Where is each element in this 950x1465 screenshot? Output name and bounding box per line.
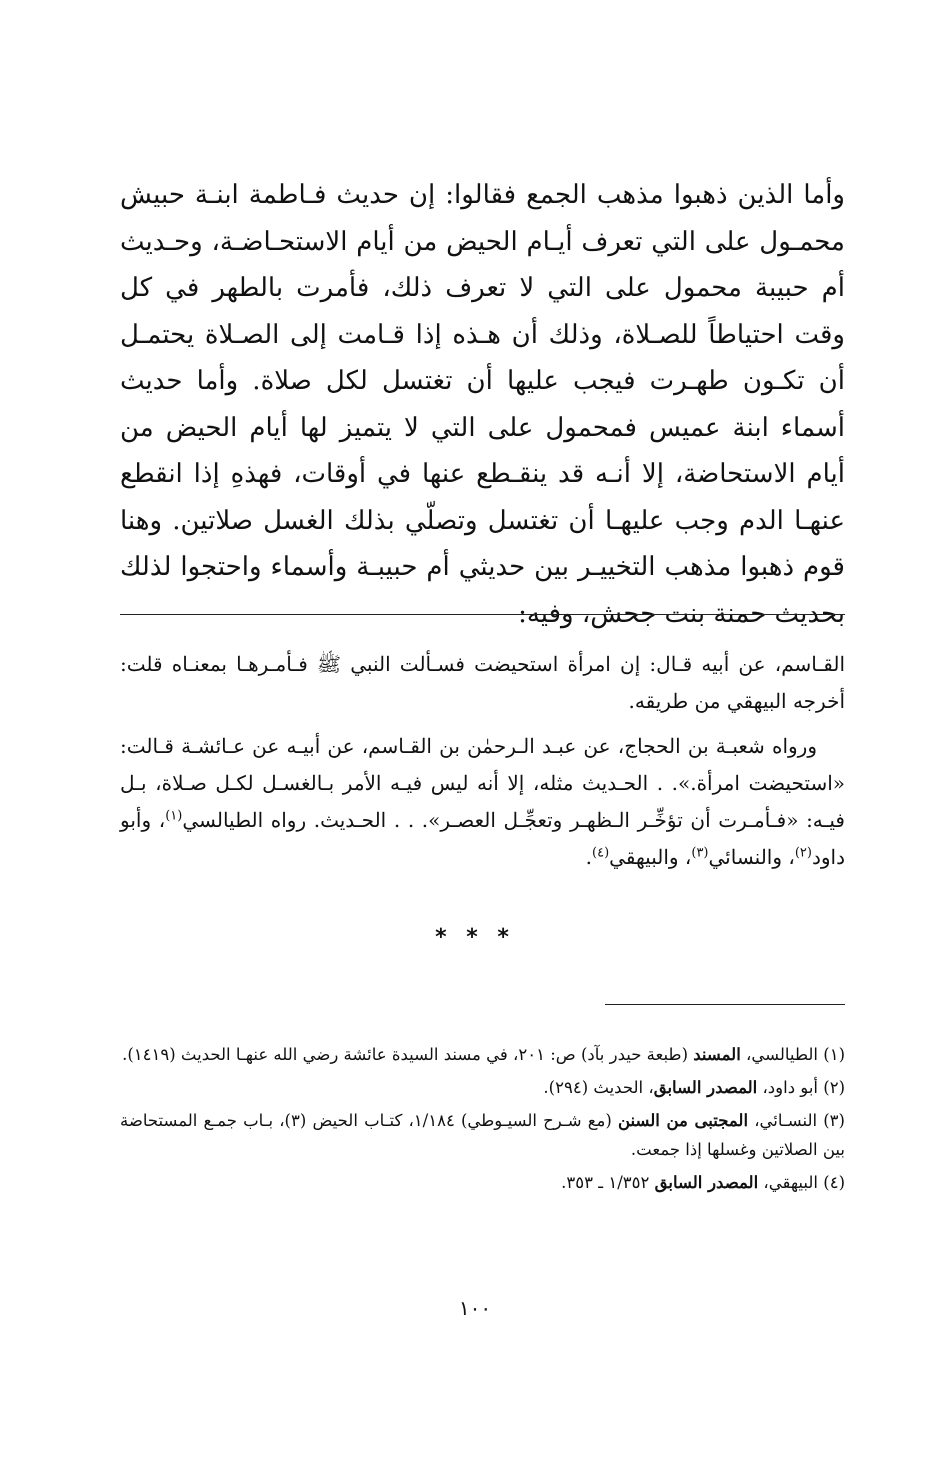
footnote-ref-2: (٢) — [794, 845, 812, 861]
main-text — [120, 172, 845, 637]
ref-separator-3: ، والبيهقي — [609, 845, 692, 869]
text-separator-rule — [120, 614, 845, 615]
footnote-rule — [605, 1004, 845, 1005]
footnote-3-post: (مع شـرح السيـوطي) ١/١٨٤، كتـاب الحيض (٣)، بـاب جمـع المستحاضة بين الصلاتين وغسلها إذا جمعت. — [120, 1111, 845, 1159]
footnote-ref-4: (٤) — [592, 845, 610, 861]
footnote-ref-3: (٣) — [691, 845, 709, 861]
footnote-1 — [120, 1040, 845, 1069]
main-paragraph: وأما الذين ذهبوا مذهب الجمع فقالوا: إن حديث فـاطمة ابنـة حبيش محمـول على التي تعرف أيـام الحيض من أيام الاستحـاضـة، وحـديث أم حبيبة محمول على التي لا تعرف ذلك، فأمرت بالطهر في كل وقت احتياطاً للصـلاة، وذلك أن هـذه إذا قـامت إلى الصـلاة يحتمـل أن تكـون طهـرت فيجب عليها أن تغتسل لكل صلاة. وأما حديث أسماء ابنة عميس فمحمول على التي لا يتميز لها أيام الحيض من أيام الاستحاضة، إلا أنـه قد ينقـطع عنها في أوقات، فهذهِ إذا انقطع عنهـا الدم وجب عليهـا أن تغتسل وتصلّي بذلك الغسل صلاتين. وهنا قوم ذهبوا مذهب التخييـر بين حديثي أم حبيبـة وأسماء واحتجوا لذلك بحديث حمنة بنت جحش، وفيه: — [120, 180, 845, 629]
note-paragraph-1: القـاسم، عن أبيه قـال: إن امرأة استحيضت فسـألت النبي ﷺ فـأمـرهـا بمعنـاه قلت: أخرجه البيهقي من طريقه. — [120, 652, 845, 713]
note-paragraph-2 — [120, 728, 845, 876]
footnote-2 — [120, 1073, 845, 1102]
note-paragraph-2-text: ورواه شعبـة بن الحجاج، عن عبـد الـرحمٰن بن القـاسم، عن أبيـه عن عـائشـة قـالت: «استحيضت امرأة.». . الحـديث مثله، إلا أنه ليس فيـه الأمر بـالغسـل لكـل صـلاة، بـل فيـه: «فـأمـرت أن تؤخِّـر الـظهـر وتعجِّـل العصـر». . . الحـديث. رواه الطيالسي — [120, 734, 845, 832]
footnote-4-pre: (٤) البيهقي، — [758, 1173, 845, 1192]
ref-separator-1: ، وأبو داود — [120, 808, 845, 869]
footnote-3 — [120, 1106, 845, 1164]
footnote-2-pre: (٢) أبو داود، — [757, 1078, 845, 1097]
footnote-4 — [120, 1168, 845, 1197]
quoted-notes-block — [120, 646, 845, 884]
ref-separator-2: ، والنسائي — [708, 845, 795, 869]
footnote-1-pre: (١) الطيالسي، — [740, 1045, 845, 1064]
footnote-1-title: المسند — [693, 1045, 741, 1064]
footnote-2-post: ، الحديث (٢٩٤). — [543, 1078, 654, 1097]
footnote-3-title: المجتبى من السنن — [617, 1111, 749, 1130]
footnote-3-pre: (٣) النسـائي، — [748, 1111, 845, 1130]
footnote-2-title: المصدر السابق — [653, 1078, 758, 1097]
section-stars: * * * — [435, 925, 515, 950]
footnote-1-post: (طبعة حيدر بآد) ص: ٢٠١، في مسند السيدة عائشة رضي الله عنهـا الحديث (١٤١٩). — [122, 1045, 694, 1064]
footnote-4-post: ١/٣٥٢ ـ ٣٥٣. — [561, 1173, 655, 1192]
paragraph-end: . — [585, 845, 593, 869]
footnotes — [120, 1040, 845, 1201]
footnote-ref-1: (١) — [165, 808, 183, 824]
page-number: ١٠٠ — [458, 1296, 492, 1320]
footnote-4-title: المصدر السابق — [654, 1173, 759, 1192]
